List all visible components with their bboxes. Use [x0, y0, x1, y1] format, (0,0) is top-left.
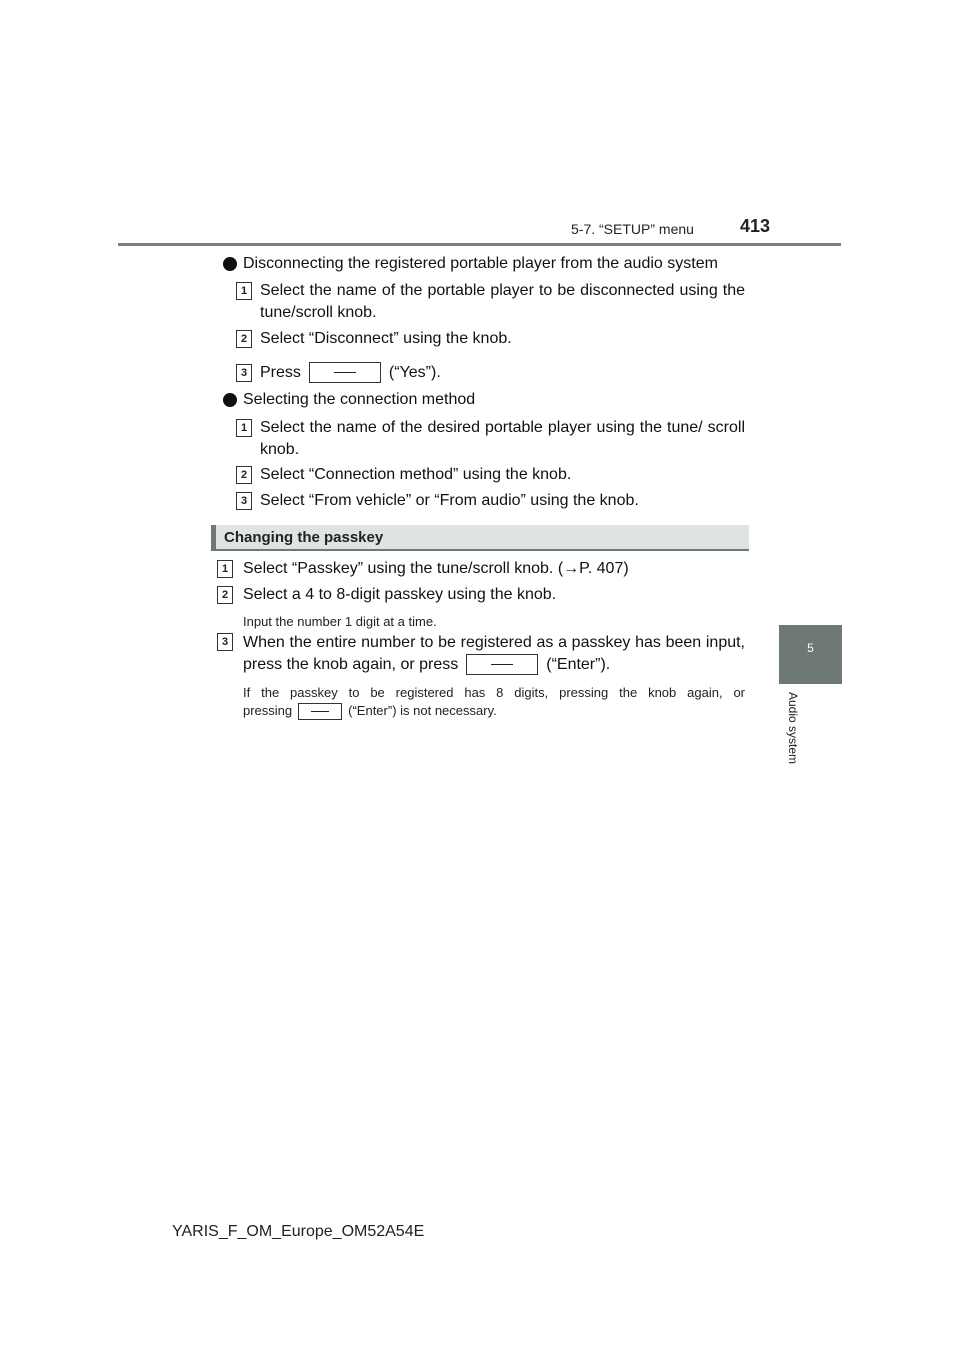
- step-number-badge: 3: [236, 492, 252, 510]
- step-note-after: (“Enter”) is not necessary.: [348, 703, 497, 718]
- enter-key-icon: [298, 703, 342, 720]
- bullet-icon: [223, 393, 237, 407]
- step-text: Select “Connection method” using the knob.: [260, 466, 572, 483]
- step-text: Select the name of the desired portable player using the tune/ scroll knob.: [260, 419, 745, 458]
- step-note: If the passkey to be registered has 8 digits, pressing the knob again, or: [243, 685, 745, 700]
- header-section-title: 5-7. “SETUP” menu: [571, 221, 694, 237]
- step-text: [243, 632, 745, 676]
- step-text: Select a 4 to 8-digit passkey using the knob.: [243, 586, 557, 603]
- chapter-number: 5: [807, 641, 814, 655]
- step-number-badge: 1: [236, 419, 252, 437]
- step-text: Select the name of the portable player to be disconnected using the tune/scroll knob.: [260, 282, 745, 321]
- bullet-icon: [223, 257, 237, 271]
- step-text-after: (“Enter”).: [546, 656, 611, 673]
- step-note: [243, 703, 748, 720]
- step-number-badge: 2: [236, 466, 252, 484]
- step-text-before: Press: [260, 364, 301, 381]
- step-text: Select “From vehicle” or “From audio” using the knob.: [260, 492, 639, 509]
- step-number-badge: 1: [236, 282, 252, 300]
- chapter-tab: [779, 625, 842, 684]
- yes-key-icon: [309, 362, 381, 383]
- step-number-badge: 2: [217, 586, 233, 604]
- header-divider: [118, 243, 841, 246]
- footer-doc-id: YARIS_F_OM_Europe_OM52A54E: [172, 1223, 425, 1240]
- section-heading: Changing the passkey: [224, 529, 384, 546]
- disconnect-heading: Disconnecting the registered portable player from the audio system: [243, 255, 718, 272]
- step-note-before: pressing: [243, 703, 293, 718]
- step-number-badge: 3: [217, 633, 233, 651]
- page-number: 413: [740, 216, 771, 236]
- step-text: Select “Disconnect” using the knob.: [260, 330, 512, 347]
- connection-method-heading: Selecting the connection method: [243, 391, 476, 408]
- enter-key-icon: [466, 654, 538, 675]
- step-text-after: (“Yes”).: [388, 364, 441, 381]
- step-note: Input the number 1 digit at a time.: [243, 614, 437, 629]
- chapter-label: Audio system: [786, 692, 800, 765]
- step-number-badge: 2: [236, 330, 252, 348]
- section-heading-bar: [211, 525, 749, 551]
- step-text-before: When the entire number to be registered as a passkey has been input, press the knob again, or press: [243, 634, 745, 673]
- step-text: [260, 362, 745, 384]
- step-number-badge: 1: [217, 560, 233, 578]
- step-number-badge: 3: [236, 364, 252, 382]
- step-text: Select “Passkey” using the tune/scroll knob. (→P. 407): [243, 560, 629, 577]
- chapter-label-container: [787, 692, 801, 792]
